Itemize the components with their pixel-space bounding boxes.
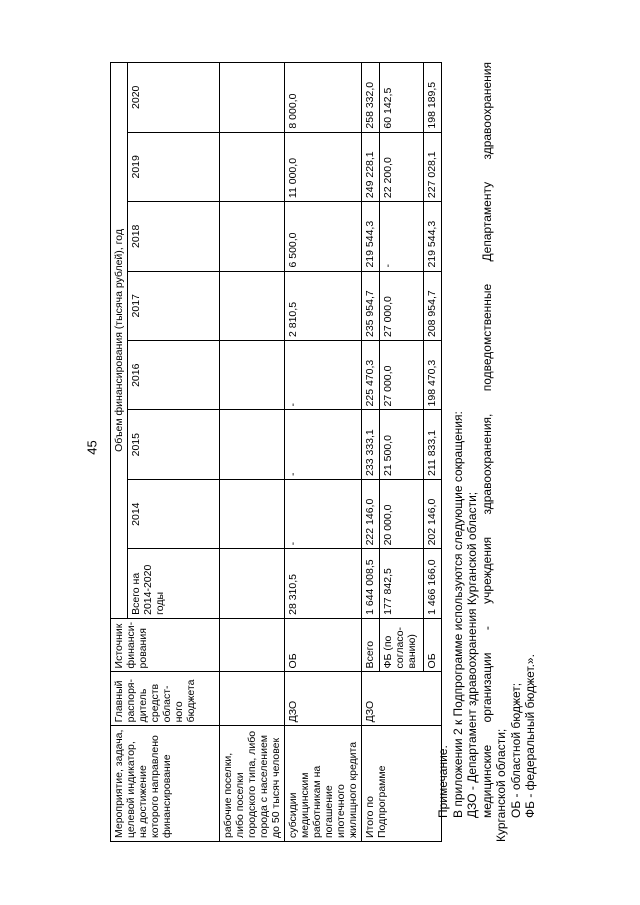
notes-title: Примечание. (436, 745, 450, 818)
cell-value: 27 000,0 (380, 271, 424, 340)
cell-value: 219 544,3 (362, 202, 380, 271)
cell-total: 1 644 008,5 (362, 549, 380, 618)
header-year: 2014 (128, 479, 220, 548)
cell-total (220, 549, 285, 618)
cell-total: 1 466 166,0 (424, 549, 442, 618)
cell-source: ОБ (424, 618, 442, 672)
notes-intro: В приложении 2 к Подпрограмме используются следующие сокращения: (450, 411, 465, 818)
notes-item: Курганской области; (494, 728, 508, 842)
cell-value: 8 000,0 (285, 63, 362, 133)
cell-value (220, 271, 285, 340)
cell-value: 27 000,0 (380, 341, 424, 410)
cell-value: 198 189,5 (424, 63, 442, 133)
cell-value: 233 333,1 (362, 410, 380, 479)
cell-value: 235 954,7 (362, 271, 380, 340)
cell-value (220, 410, 285, 479)
cell-measure: рабочие поселки, либо поселки городского типа, либо города с населением до 50 тысяч человек (220, 726, 285, 842)
notes-item: ОБ - областной бюджет; (508, 682, 523, 818)
cell-value (220, 63, 285, 133)
notes-block (436, 62, 538, 842)
header-total: Всего на 2014-2020 годы (128, 549, 220, 618)
cell-value: 211 833,1 (424, 410, 442, 479)
cell-admin: ДЗО (285, 672, 362, 726)
cell-admin: ДЗО (362, 672, 442, 726)
cell-value (220, 341, 285, 410)
cell-value (220, 202, 285, 271)
cell-value: 258 332,0 (362, 63, 380, 133)
header-year: 2018 (128, 202, 220, 271)
header-admin: Главный распоря-дитель средств област-ного бюджета (111, 672, 220, 726)
cell-value: 222 146,0 (362, 479, 380, 548)
page-number: 45 (84, 440, 100, 455)
header-year: 2016 (128, 341, 220, 410)
header-volume: Объем финансирования (тысяча рублей), год (111, 63, 128, 619)
cell-source: ОБ (285, 618, 362, 672)
cell-value: 60 142,5 (380, 63, 424, 133)
header-source: Источник финанси-рования (111, 618, 220, 672)
cell-value: 11 000,0 (285, 132, 362, 201)
cell-value: - (380, 202, 424, 271)
cell-value (220, 479, 285, 548)
cell-measure: субсидии медицинским работникам на погашение ипотечного жилищного кредита (285, 726, 362, 842)
header-measure: Мероприятие, задача, целевой индикатор, на достижение которого направлено финансирование (111, 726, 220, 842)
notes-item: медицинские организации - учреждения здравоохранения, подведомственные Департаменту здравоохранения (479, 62, 494, 818)
cell-value: 198 470,3 (424, 341, 442, 410)
cell-value: 208 954,7 (424, 271, 442, 340)
cell-value: 249 228,1 (362, 132, 380, 201)
cell-value: 6 500,0 (285, 202, 362, 271)
cell-source (220, 618, 285, 672)
notes-item: ФБ - федеральный бюджет.». (523, 654, 537, 818)
cell-value: - (285, 341, 362, 410)
cell-value: 219 544,3 (424, 202, 442, 271)
header-year: 2017 (128, 271, 220, 340)
cell-value: 20 000,0 (380, 479, 424, 548)
cell-value: 21 500,0 (380, 410, 424, 479)
cell-value: 225 470,3 (362, 341, 380, 410)
cell-value: 22 200,0 (380, 132, 424, 201)
header-year: 2015 (128, 410, 220, 479)
table-row (362, 63, 380, 842)
cell-admin (220, 672, 285, 726)
table-row (285, 63, 362, 842)
header-year: 2019 (128, 132, 220, 201)
cell-source: Всего (362, 618, 380, 672)
cell-value: - (285, 410, 362, 479)
cell-value (220, 132, 285, 201)
table-row (220, 63, 285, 842)
cell-value: 202 146,0 (424, 479, 442, 548)
cell-measure: Итого по Подпрограмме (362, 726, 442, 842)
rotated-page-content (110, 62, 640, 842)
cell-source: ФБ (по согласо-ванию) (380, 618, 424, 672)
cell-total: 28 310,5 (285, 549, 362, 618)
cell-value: - (285, 479, 362, 548)
cell-total: 177 842,5 (380, 549, 424, 618)
header-year: 2020 (128, 63, 220, 133)
cell-value: 227 028,1 (424, 132, 442, 201)
cell-value: 2 810,5 (285, 271, 362, 340)
financing-table (110, 62, 442, 842)
notes-item: ДЗО - Департамент здравоохранения Курганской области; (465, 491, 479, 818)
